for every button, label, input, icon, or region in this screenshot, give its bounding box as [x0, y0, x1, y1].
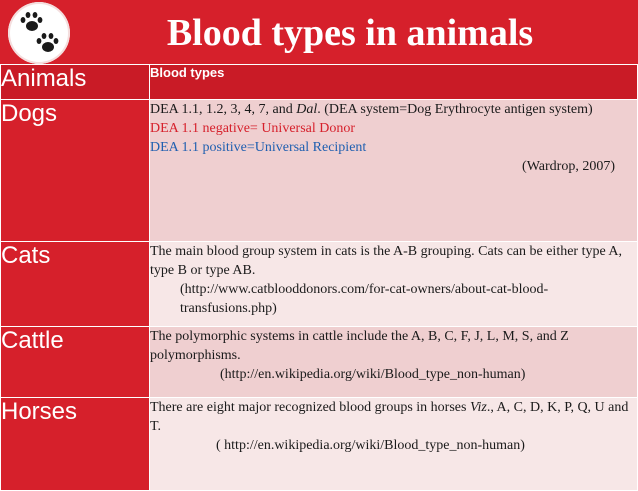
citation: (http://en.wikipedia.org/wiki/Blood_type_non-human): [220, 367, 526, 382]
horse-groups-text: ., A, C, D, K, P, Q, U and T.: [150, 400, 629, 434]
blood-type-info: [150, 398, 638, 491]
animal-name: Cattle: [1, 327, 150, 398]
title-bar: [0, 0, 638, 64]
animal-name: Cats: [1, 242, 150, 327]
blood-types-table: [0, 64, 638, 491]
universal-donor-line: DEA 1.1 negative= Universal Donor: [150, 121, 356, 136]
table-row-cattle: [1, 327, 638, 398]
blood-type-info: [150, 100, 638, 242]
page-title: Blood types in animals: [166, 12, 534, 54]
table-row-dogs: [1, 100, 638, 242]
dog-dea-line: [150, 100, 637, 119]
table-row-cats: [1, 242, 638, 327]
horse-viz-text: Viz: [469, 400, 487, 415]
table-row-horses: [1, 398, 638, 491]
logo-badge: [8, 2, 70, 64]
animal-name: Horses: [1, 398, 150, 491]
citation: (http://www.catblooddonors.com/for-cat-owners/about-cat-blood-transfusions.php): [180, 282, 549, 316]
citation: ( http://en.wikipedia.org/wiki/Blood_type_non-human): [216, 438, 525, 453]
blood-type-info: [150, 327, 638, 398]
paw-prints-icon: [8, 2, 70, 64]
cat-description: The main blood group system in cats is the A-B grouping. Cats can be either type A, type B or type AB.: [150, 244, 623, 278]
citation: (Wardrop, 2007): [522, 159, 615, 174]
header-blood-types: Blood types: [150, 65, 638, 100]
horse-text: There are eight major recognized blood groups in horses: [150, 400, 470, 415]
universal-recipient-line: DEA 1.1 positive=Universal Recipient: [150, 140, 367, 155]
dog-dea-text: DEA 1.1, 1.2, 3, 4, 7, and: [150, 102, 297, 117]
blood-type-info: [150, 242, 638, 327]
dog-dal-text: Dal: [296, 102, 318, 117]
cattle-description: The polymorphic systems in cattle include the A, B, C, F, J, L, M, S, and Z polymorphisms.: [150, 329, 569, 363]
dog-dea-system-text: . (DEA system=Dog Erythrocyte antigen system): [317, 102, 593, 117]
horse-description: [150, 398, 637, 436]
animal-name: Dogs: [1, 100, 150, 242]
table-header-row: [1, 65, 638, 100]
header-animals: Animals: [1, 65, 150, 100]
